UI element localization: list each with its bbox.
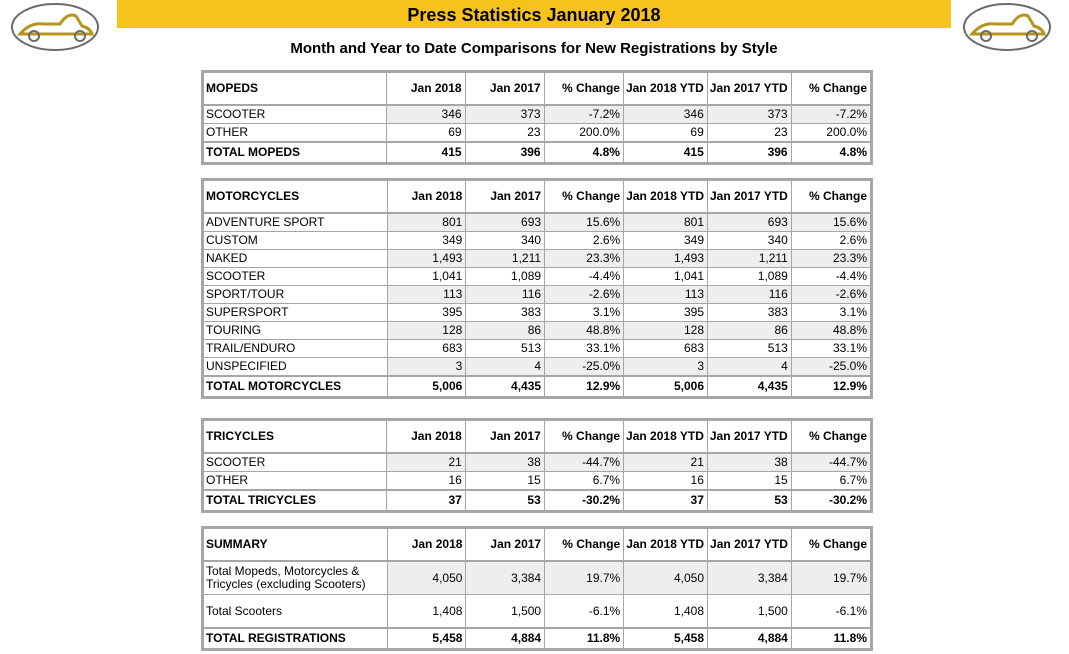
cell: 1,408 [387,595,466,629]
row-label: SCOOTER [204,453,387,472]
cell: 53 [707,490,791,511]
cell: 19.7% [791,561,870,595]
cell: 4.8% [544,142,623,163]
cell: 23 [707,124,791,143]
cell: 116 [708,286,792,304]
row-label: TOTAL REGISTRATIONS [204,628,388,649]
column-header: % Change [791,421,870,454]
cell: 513 [466,340,545,358]
column-header: Jan 2017 YTD [707,421,791,454]
column-header: Jan 2017 [465,73,544,106]
cell: -7.2% [791,105,870,124]
cell: -4.4% [791,268,870,286]
tricycles-table [201,418,873,513]
cell: 53 [465,490,544,511]
cell: 2.6% [791,232,870,250]
row-label: CUSTOM [204,232,388,250]
cell: 4,884 [708,628,792,649]
cell: 396 [465,142,544,163]
cell: 11.8% [545,628,624,649]
cell: 38 [465,453,544,472]
cell: 3 [387,358,466,377]
column-header: % Change [791,73,870,106]
cell: 16 [624,472,708,491]
cell: -44.7% [791,453,870,472]
cell: 11.8% [791,628,870,649]
cell: -25.0% [791,358,870,377]
cell: 349 [624,232,708,250]
cell: 128 [624,322,708,340]
cell: 23 [465,124,544,143]
row-label: TRAIL/ENDURO [204,340,388,358]
table-row [204,268,871,286]
cell: 693 [708,213,792,232]
cell: -7.2% [544,105,623,124]
table-row [204,286,871,304]
cell: 21 [386,453,465,472]
total-row [204,376,871,397]
cell: -2.6% [791,286,870,304]
cell: 12.9% [791,376,870,397]
cell: 383 [708,304,792,322]
row-label: SCOOTER [204,105,387,124]
cell: 113 [387,286,466,304]
cell: 383 [466,304,545,322]
column-header: % Change [545,529,624,562]
cell: 4,050 [624,561,708,595]
cell: 4,435 [708,376,792,397]
cell: 69 [623,124,707,143]
cell: 200.0% [544,124,623,143]
cell: -2.6% [545,286,624,304]
cell: 373 [707,105,791,124]
table-row [204,304,871,322]
cell: 415 [386,142,465,163]
column-header: Jan 2018 [387,529,466,562]
cell: 340 [466,232,545,250]
cell: 23.3% [791,250,870,268]
cell: 86 [466,322,545,340]
column-header: Jan 2018 YTD [624,529,708,562]
scooter-silhouette-logo-icon [10,2,100,52]
column-header: % Change [545,181,624,214]
cell: 513 [708,340,792,358]
cell: 33.1% [791,340,870,358]
cell: -6.1% [791,595,870,629]
cell: 1,493 [387,250,466,268]
cell: 21 [624,453,708,472]
total-row [204,142,871,163]
cell: 38 [707,453,791,472]
cell: 15 [707,472,791,491]
cell: -44.7% [544,453,623,472]
cell: 1,041 [387,268,466,286]
row-label: ADVENTURE SPORT [204,213,388,232]
table-row [204,358,871,377]
table-row [204,595,871,629]
cell: 349 [387,232,466,250]
column-header: % Change [791,181,870,214]
column-header: Jan 2018 YTD [624,181,708,214]
table-row [204,250,871,268]
cell: -4.4% [545,268,624,286]
cell: 2.6% [545,232,624,250]
cell: 396 [707,142,791,163]
row-label: SPORT/TOUR [204,286,388,304]
section-header: MOTORCYCLES [204,181,388,214]
row-label: Total Mopeds, Motorcycles & Tricycles (excluding Scooters) [204,561,388,595]
column-header: Jan 2017 [466,181,545,214]
row-label: OTHER [204,124,387,143]
cell: 4 [708,358,792,377]
cell: 1,493 [624,250,708,268]
cell: 683 [624,340,708,358]
table-row [204,124,871,143]
table-row [204,472,871,491]
column-header: Jan 2017 YTD [708,181,792,214]
cell: 48.8% [791,322,870,340]
column-header: % Change [544,73,623,106]
cell: 37 [624,490,708,511]
row-label: SCOOTER [204,268,388,286]
cell: 23.3% [545,250,624,268]
cell: 340 [708,232,792,250]
cell: 37 [386,490,465,511]
column-header: Jan 2017 YTD [708,529,792,562]
cell: 1,089 [466,268,545,286]
cell: 5,006 [624,376,708,397]
cell: 1,408 [624,595,708,629]
motorcycles-table [201,178,873,399]
table-row [204,232,871,250]
cell: -25.0% [545,358,624,377]
cell: 15.6% [791,213,870,232]
table-row [204,453,871,472]
row-label: TOTAL MOTORCYCLES [204,376,388,397]
cell: 16 [386,472,465,491]
cell: 1,041 [624,268,708,286]
total-row [204,628,871,649]
column-header: Jan 2018 [387,181,466,214]
table-row [204,322,871,340]
cell: 3.1% [545,304,624,322]
row-label: OTHER [204,472,387,491]
cell: 1,500 [466,595,545,629]
column-header: % Change [791,529,870,562]
page-subtitle: Month and Year to Date Comparisons for New Registrations by Style [290,40,778,57]
cell: 4,050 [387,561,466,595]
cell: 116 [466,286,545,304]
cell: 5,006 [387,376,466,397]
cell: 15 [465,472,544,491]
cell: 1,211 [708,250,792,268]
row-label: TOTAL MOPEDS [204,142,387,163]
cell: 3,384 [708,561,792,595]
cell: 346 [623,105,707,124]
row-label: UNSPECIFIED [204,358,388,377]
table-row [204,105,871,124]
section-header: MOPEDS [204,73,387,106]
table-row [204,213,871,232]
table-row [204,561,871,595]
cell: 48.8% [545,322,624,340]
cell: 4,435 [466,376,545,397]
cell: 415 [623,142,707,163]
row-label: TOURING [204,322,388,340]
cell: 1,500 [708,595,792,629]
row-label: Total Scooters [204,595,388,629]
cell: 683 [387,340,466,358]
cell: -30.2% [544,490,623,511]
column-header: Jan 2018 YTD [624,421,708,454]
column-header: Jan 2018 [386,73,465,106]
page-title: Press Statistics January 2018 [117,0,951,28]
cell: -30.2% [791,490,870,511]
cell: 4 [466,358,545,377]
cell: 1,089 [708,268,792,286]
column-header: % Change [544,421,623,454]
table-row [204,340,871,358]
cell: -6.1% [545,595,624,629]
cell: 6.7% [544,472,623,491]
cell: 3.1% [791,304,870,322]
cell: 15.6% [545,213,624,232]
cell: 373 [465,105,544,124]
cell: 69 [386,124,465,143]
cell: 395 [387,304,466,322]
section-header: SUMMARY [204,529,388,562]
cell: 4.8% [791,142,870,163]
column-header: Jan 2017 [466,529,545,562]
cell: 5,458 [624,628,708,649]
mopeds-table [201,70,873,165]
row-label: TOTAL TRICYCLES [204,490,387,511]
total-row [204,490,871,511]
cell: 113 [624,286,708,304]
cell: 5,458 [387,628,466,649]
cell: 693 [466,213,545,232]
column-header: Jan 2018 [386,421,465,454]
row-label: NAKED [204,250,388,268]
cell: 3,384 [466,561,545,595]
column-header: Jan 2018 YTD [623,73,707,106]
cell: 128 [387,322,466,340]
cell: 4,884 [466,628,545,649]
cell: 19.7% [545,561,624,595]
cell: 801 [624,213,708,232]
column-header: Jan 2017 YTD [707,73,791,106]
cell: 3 [624,358,708,377]
cell: 12.9% [545,376,624,397]
summary-table [201,526,873,651]
cell: 33.1% [545,340,624,358]
row-label: SUPERSPORT [204,304,388,322]
column-header: Jan 2017 [465,421,544,454]
cell: 395 [624,304,708,322]
cell: 86 [708,322,792,340]
section-header: TRICYCLES [204,421,387,454]
cell: 346 [386,105,465,124]
cell: 200.0% [791,124,870,143]
scooter-silhouette-logo-icon [962,2,1052,52]
cell: 1,211 [466,250,545,268]
cell: 801 [387,213,466,232]
cell: 6.7% [791,472,870,491]
